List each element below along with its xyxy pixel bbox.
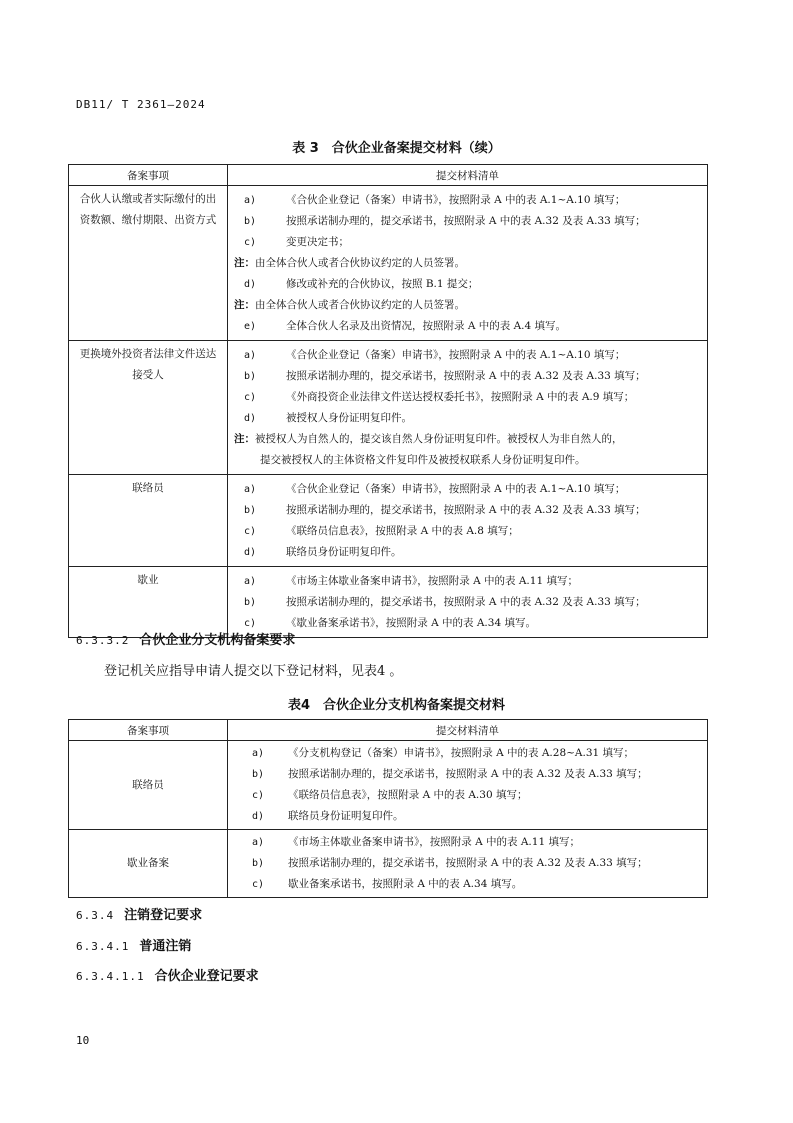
document-id: DB11/ T 2361—2024 xyxy=(76,98,206,111)
list-item-text: 《合伙企业登记（备案）申请书》，按照附录 A 中的表 A.1~A.10 填写； xyxy=(286,194,626,206)
note-text: 被授权人为自然人的，提交该自然人身份证明复印件。被授权人为非自然人的， xyxy=(255,433,623,445)
list-item-text: 《歇业备案承诺书》，按照附录 A 中的表 A.34 填写。 xyxy=(286,617,536,629)
list-item-text: 按照承诺制办理的，提交承诺书，按照附录 A 中的表 A.32 及表 A.33 填写； xyxy=(288,768,648,780)
filing-item-cell: 联络员 xyxy=(69,741,228,830)
table-4-body xyxy=(69,741,708,898)
list-item-text: 《合伙企业登记（备案）申请书》，按照附录 A 中的表 A.1~A.10 填写； xyxy=(286,483,626,495)
list-item-label: b) xyxy=(252,858,265,869)
list-item xyxy=(234,542,701,563)
note-label: 注： xyxy=(234,433,255,445)
filing-item-cell: 歇业 xyxy=(69,567,228,638)
section-number: 6.3.4.1.1 xyxy=(76,970,145,983)
list-item-label: a) xyxy=(252,748,265,759)
list-item-text: 《外商投资企业法律文件送达授权委托书》，按照附录 A 中的表 A.9 填写； xyxy=(286,391,635,403)
list-item xyxy=(234,232,701,253)
list-item-text: 按照承诺制办理的，提交承诺书，按照附录 A 中的表 A.32 及表 A.33 填写； xyxy=(286,370,646,382)
table-row xyxy=(69,186,708,341)
list-item-label: b) xyxy=(244,597,257,608)
section-number: 6.3.4.1 xyxy=(76,940,130,953)
section-number: 6.3.3.2 xyxy=(76,634,130,647)
list-item-text: 联络员身份证明复印件。 xyxy=(288,810,404,822)
table-row xyxy=(69,741,708,830)
list-item-label: a) xyxy=(244,350,257,361)
list-item-label: c) xyxy=(252,790,265,801)
list-item xyxy=(234,785,701,806)
materials-list-cell xyxy=(228,567,708,638)
list-item-text: 《市场主体歇业备案申请书》，按照附录 A 中的表 A.11 填写； xyxy=(288,836,580,848)
materials-list-cell xyxy=(228,475,708,567)
note-text: 由全体合伙人或者合伙协议约定的人员签署。 xyxy=(255,257,465,269)
filing-item-cell: 更换境外投资者法律文件送达接受人 xyxy=(69,341,228,475)
list-item-text: 按照承诺制办理的，提交承诺书，按照附录 A 中的表 A.32 及表 A.33 填写； xyxy=(286,596,646,608)
section-title: 合伙企业分支机构备案要求 xyxy=(139,633,296,648)
section-6-3-4-1-1-heading xyxy=(76,965,259,984)
list-item-label: b) xyxy=(244,505,257,516)
list-item-label: d) xyxy=(244,279,257,290)
note-line xyxy=(234,429,701,471)
list-item-label: c) xyxy=(244,237,257,248)
list-item-text: 《分支机构登记（备案）申请书》，按照附录 A 中的表 A.28~A.31 填写； xyxy=(288,747,635,759)
materials-list-cell xyxy=(228,341,708,475)
list-item-label: b) xyxy=(252,769,265,780)
list-item-label: c) xyxy=(244,526,257,537)
column-header-item: 备案事项 xyxy=(69,165,228,186)
list-item xyxy=(234,211,701,232)
list-item-label: a) xyxy=(244,576,257,587)
table-4-caption: 表4 合伙企业分支机构备案提交材料 xyxy=(287,698,506,713)
list-item xyxy=(234,190,701,211)
materials-list-cell xyxy=(228,741,708,830)
list-item xyxy=(234,408,701,429)
page-number: 10 xyxy=(76,1034,90,1047)
list-item-label: c) xyxy=(244,618,257,629)
section-number: 6.3.4 xyxy=(76,909,115,922)
filing-item-cell: 联络员 xyxy=(69,475,228,567)
list-item-text: 按照承诺制办理的，提交承诺书，按照附录 A 中的表 A.32 及表 A.33 填写； xyxy=(286,504,646,516)
section-6-3-4-heading xyxy=(76,904,202,923)
column-header-materials: 提交材料清单 xyxy=(228,720,708,741)
list-item-label: b) xyxy=(244,371,257,382)
list-item-text: 修改或补充的合伙协议，按照 B.1 提交； xyxy=(286,278,479,290)
note-text: 由全体合伙人或者合伙协议约定的人员签署。 xyxy=(255,299,465,311)
column-header-materials: 提交材料清单 xyxy=(228,165,708,186)
list-item-text: 按照承诺制办理的，提交承诺书，按照附录 A 中的表 A.32 及表 A.33 填写； xyxy=(288,857,648,869)
list-item xyxy=(234,832,701,853)
list-item-text: 《合伙企业登记（备案）申请书》，按照附录 A 中的表 A.1~A.10 填写； xyxy=(286,349,626,361)
list-item-label: a) xyxy=(244,484,257,495)
list-item xyxy=(234,500,701,521)
list-item xyxy=(234,387,701,408)
section-6-3-3-2-heading xyxy=(76,629,295,648)
table-4 xyxy=(68,719,708,898)
list-item-text: 全体合伙人名录及出资情况，按照附录 A 中的表 A.4 填写。 xyxy=(286,320,567,332)
table-row xyxy=(69,475,708,567)
list-item-label: d) xyxy=(244,547,257,558)
list-item xyxy=(234,274,701,295)
list-item xyxy=(234,613,701,634)
section-title: 合伙企业登记要求 xyxy=(154,969,259,984)
list-item xyxy=(234,592,701,613)
materials-list-cell xyxy=(228,830,708,898)
table-3-caption: 表 3 合伙企业备案提交材料（续） xyxy=(292,141,501,156)
section-6-3-4-1-heading xyxy=(76,935,191,954)
body-paragraph: 登记机关应指导申请人提交以下登记材料，见表4 。 xyxy=(104,664,403,679)
list-item xyxy=(234,764,701,785)
table-3-body xyxy=(69,186,708,638)
note-label: 注： xyxy=(234,299,255,311)
list-item-label: a) xyxy=(252,837,265,848)
note-line xyxy=(234,295,701,316)
list-item xyxy=(234,345,701,366)
table-row xyxy=(69,830,708,898)
list-item-text: 《联络员信息表》，按照附录 A 中的表 A.30 填写； xyxy=(288,789,528,801)
list-item-text: 被授权人身份证明复印件。 xyxy=(286,412,412,424)
list-item xyxy=(234,571,701,592)
note-line xyxy=(234,253,701,274)
list-item-text: 《联络员信息表》，按照附录 A 中的表 A.8 填写； xyxy=(286,525,519,537)
list-item xyxy=(234,479,701,500)
table-header-row xyxy=(69,165,708,186)
list-item-text: 歇业备案承诺书，按照附录 A 中的表 A.34 填写。 xyxy=(288,878,523,890)
list-item xyxy=(234,366,701,387)
filing-item-cell: 歇业备案 xyxy=(69,830,228,898)
list-item-label: e) xyxy=(244,321,257,332)
list-item xyxy=(234,853,701,874)
list-item-label: c) xyxy=(252,879,265,890)
materials-list-cell xyxy=(228,186,708,341)
list-item xyxy=(234,521,701,542)
filing-item-cell: 合伙人认缴或者实际缴付的出资数额、缴付期限、出资方式 xyxy=(69,186,228,341)
list-item-text: 按照承诺制办理的，提交承诺书，按照附录 A 中的表 A.32 及表 A.33 填写； xyxy=(286,215,646,227)
list-item-label: d) xyxy=(252,811,265,822)
list-item-text: 联络员身份证明复印件。 xyxy=(286,546,402,558)
note-continuation: 提交被授权人的主体资格文件复印件及被授权联系人身份证明复印件。 xyxy=(260,454,586,466)
list-item xyxy=(234,806,701,827)
list-item-label: b) xyxy=(244,216,257,227)
list-item xyxy=(234,316,701,337)
list-item xyxy=(234,743,701,764)
table-header-row xyxy=(69,720,708,741)
table-row xyxy=(69,567,708,638)
table-3 xyxy=(68,164,708,638)
list-item-text: 《市场主体歇业备案申请书》，按照附录 A 中的表 A.11 填写； xyxy=(286,575,578,587)
list-item-label: a) xyxy=(244,195,257,206)
section-title: 注销登记要求 xyxy=(124,908,203,923)
list-item-label: d) xyxy=(244,413,257,424)
section-title: 普通注销 xyxy=(139,939,192,954)
note-label: 注： xyxy=(234,257,255,269)
list-item xyxy=(234,874,701,895)
list-item-label: c) xyxy=(244,392,257,403)
table-row xyxy=(69,341,708,475)
list-item-text: 变更决定书； xyxy=(286,236,349,248)
column-header-item: 备案事项 xyxy=(69,720,228,741)
